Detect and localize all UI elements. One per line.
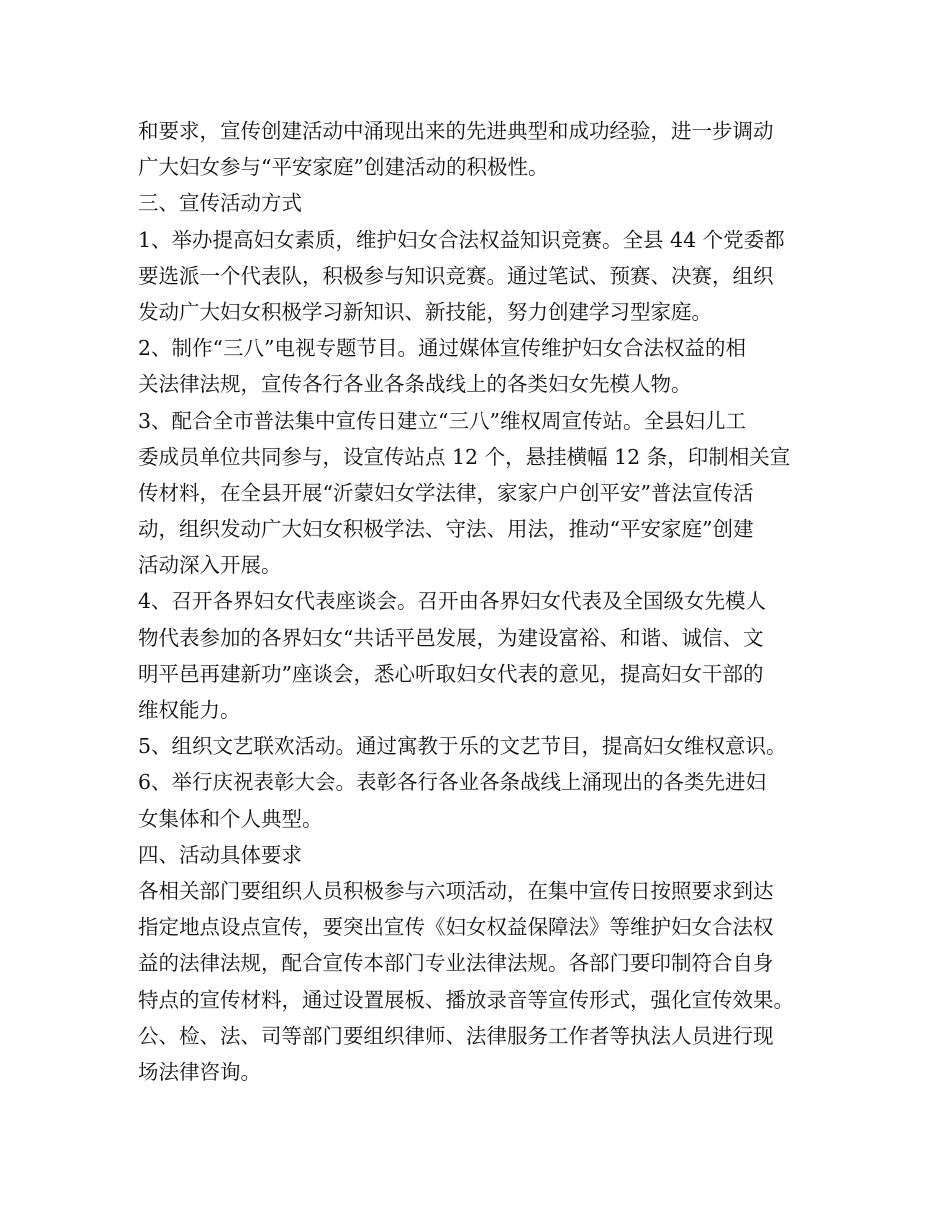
section-heading: 四、活动具体要求	[138, 842, 302, 867]
text-line: 要选派一个代表队，积极参与知识竞赛。通过笔试、预赛、决赛，组织	[138, 263, 774, 288]
text-line: 物代表参加的各界妇女“共话平邑发展，为建设富裕、和谐、诚信、文	[138, 625, 764, 650]
text-line: 发动广大妇女积极学习新知识、新技能，努力创建学习型家庭。	[138, 299, 712, 324]
text-line: 各相关部门要组织人员积极参与六项活动，在集中宣传日按照要求到达	[138, 878, 774, 903]
text-line: 活动深入开展。	[138, 553, 282, 578]
text-line: 广大妇女参与“平安家庭”创建活动的积极性。	[138, 155, 549, 180]
text-line: 指定地点设点宣传，要突出宣传《妇女权益保障法》等维护妇女合法权	[138, 915, 774, 940]
text-line: 维权能力。	[138, 698, 241, 722]
text-line: 明平邑再建新功”座谈会，悉心听取妇女代表的意见，提高妇女干部的	[138, 661, 764, 686]
text-line: 3、配合全市普法集中宣传日建立“三八”维权周宣传站。全县妇儿工	[138, 408, 747, 433]
text-line: 6、举行庆祝表彰大会。表彰各行各业各条战线上涌现出的各类先进妇	[138, 770, 767, 795]
text-line: 动，组织发动广大妇女积极学法、守法、用法，推动“平安家庭”创建	[138, 517, 754, 542]
document-body	[138, 113, 828, 1090]
text-line: 和要求，宣传创建活动中涌现出来的先进典型和成功经验，进一步调动	[138, 119, 774, 143]
text-line: 传材料，在全县开展“沂蒙妇女学法律，家家户户创平安”普法宣传活	[138, 480, 754, 505]
text-line: 2、制作“三八”电视专题节目。通过媒体宣传维护妇女合法权益的相	[138, 336, 747, 361]
text-line: 特点的宣传材料，通过设置展板、播放录音等宣传形式，强化宣传效果。	[138, 987, 794, 1012]
text-line: 1、举办提高妇女素质，维护妇女合法权益知识竞赛。全县 44 个党委都	[138, 227, 785, 252]
text-line: 益的法律法规，配合宣传本部门专业法律法规。各部门要印制符合自身	[138, 951, 774, 976]
text-line: 女集体和个人典型。	[138, 806, 323, 831]
text-line: 场法律咨询。	[138, 1059, 261, 1084]
text-line: 公、检、法、司等部门要组织律师、法律服务工作者等执法人员进行现	[138, 1023, 774, 1048]
text-line: 4、召开各界妇女代表座谈会。召开由各界妇女代表及全国级女先模人	[138, 589, 767, 614]
text-line: 关法律法规，宣传各行各业各条战线上的各类妇女先模人物。	[138, 372, 692, 397]
text-line: 委成员单位共同参与，设宣传站点 12 个，悬挂横幅 12 条，印制相关宣	[138, 444, 791, 469]
text-line: 5、组织文艺联欢活动。通过寓教于乐的文艺节目，提高妇女维权意识。	[138, 734, 787, 759]
section-heading: 三、宣传活动方式	[138, 191, 302, 216]
